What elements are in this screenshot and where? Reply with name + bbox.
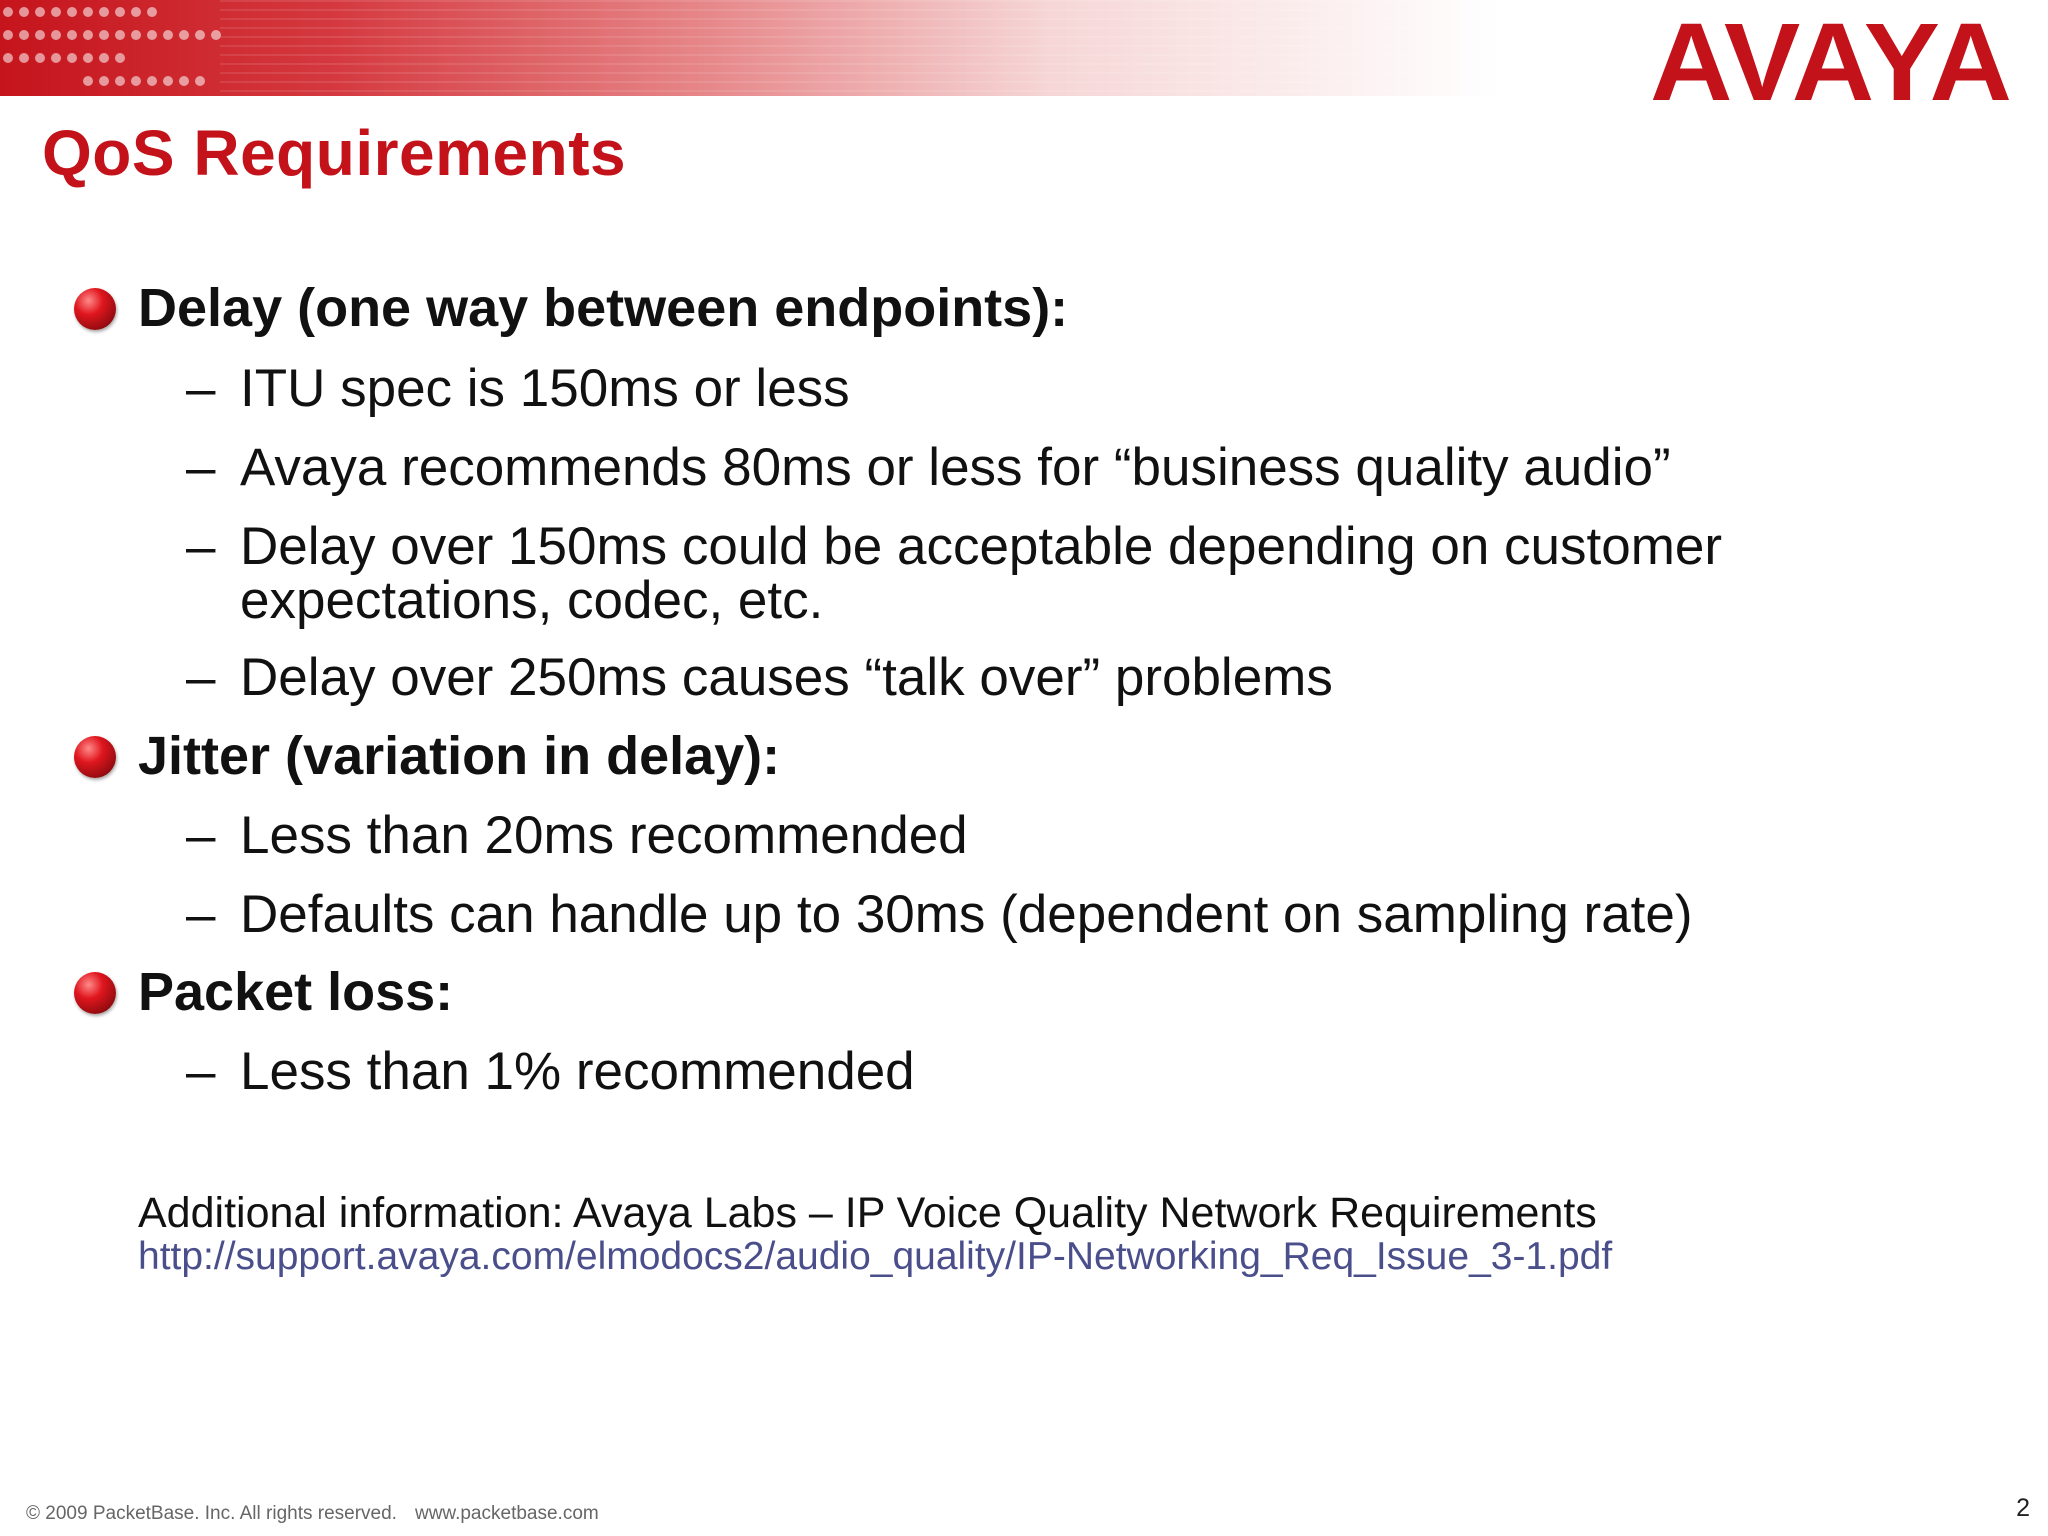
page-number: 2 — [2016, 1494, 2030, 1522]
footer-copyright: © 2009 PacketBase. Inc. All rights reserved. — [26, 1503, 397, 1524]
reference-link[interactable]: http://support.avaya.com/elmodocs2/audio_quality/IP-Networking_Req_Issue_3-1.pdf — [138, 1235, 1613, 1278]
sub-item — [186, 438, 1671, 497]
header-banner — [0, 0, 1500, 96]
sub-item-text: Delay over 150ms could be acceptable depending on customer — [240, 517, 1722, 576]
footer-website: www.packetbase.com — [414, 1503, 599, 1524]
bullet-marker — [74, 972, 116, 1014]
sub-item-text: Less than 1% recommended — [240, 1042, 915, 1101]
banner-dot-pattern — [0, 0, 240, 96]
dash-marker: – — [186, 885, 216, 944]
sub-item-text-continued: expectations, codec, etc. — [240, 571, 824, 630]
sub-item-text: Less than 20ms recommended — [240, 806, 968, 865]
dash-marker: – — [186, 648, 216, 707]
bullet-marker — [74, 288, 116, 330]
slide-title: QoS Requirements — [42, 117, 627, 189]
banner-streaks — [220, 0, 1500, 96]
sub-item-text: ITU spec is 150ms or less — [240, 359, 850, 418]
avaya-logo — [1650, 8, 2020, 128]
sub-item-text: Defaults can handle up to 30ms (dependent on sampling rate) — [240, 885, 1693, 944]
bullet-heading-jitter: Jitter (variation in delay): — [138, 726, 781, 786]
sub-item-text: Delay over 250ms causes “talk over” problems — [240, 648, 1333, 707]
sub-item — [186, 806, 968, 865]
dash-marker: – — [186, 806, 216, 865]
bullet-marker — [74, 736, 116, 778]
bullet-heading-delay: Delay (one way between endpoints): — [138, 278, 1069, 338]
sub-item-text: Avaya recommends 80ms or less for “business quality audio” — [240, 438, 1671, 497]
sub-item — [186, 648, 1333, 707]
dash-marker: – — [186, 359, 216, 418]
footer — [26, 1503, 599, 1525]
additional-info: Additional information: Avaya Labs – IP Voice Quality Network Requirements — [138, 1189, 1597, 1237]
avaya-logo-text: AVAYA — [1650, 8, 2012, 124]
dash-marker: – — [186, 1042, 216, 1101]
bullet-heading-packet-loss: Packet loss: — [138, 962, 454, 1022]
dash-marker: – — [186, 517, 216, 576]
sub-item — [186, 517, 1722, 630]
dash-marker: – — [186, 438, 216, 497]
sub-item — [186, 359, 850, 418]
sub-item — [186, 885, 1693, 944]
sub-item — [186, 1042, 915, 1101]
